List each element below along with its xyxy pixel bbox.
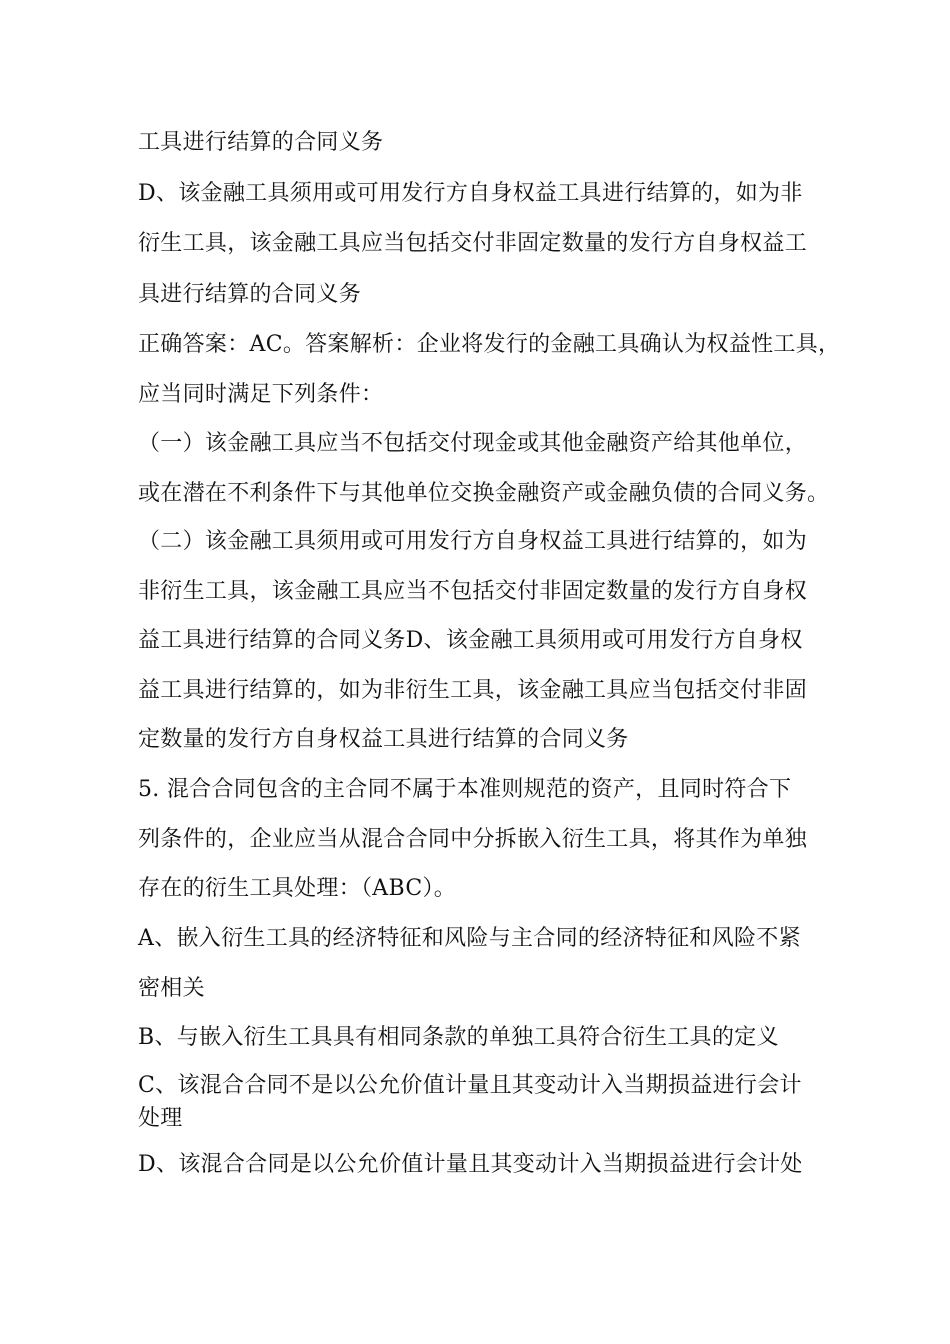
- option-c-line: C、该混合合同不是以公允价值计量且其变动计入当期损益进行会计: [138, 1073, 802, 1098]
- text-line: 处理: [138, 1106, 183, 1131]
- text-line: 密相关: [138, 976, 205, 1001]
- question-5-line: 5. 混合合同包含的主合同不属于本准则规范的资产，且同时符合下: [138, 777, 792, 802]
- option-d-line: D、该混合合同是以公允价值计量且其变动计入当期损益进行会计处: [138, 1152, 803, 1177]
- text-line: 具进行结算的合同义务: [138, 282, 362, 307]
- text-line: 存在的衍生工具处理：（ABC）。: [138, 876, 457, 901]
- text-line: 应当同时满足下列条件：: [138, 382, 384, 407]
- option-a-line: A、嵌入衍生工具的经济特征和风险与主合同的经济特征和风险不紧: [138, 926, 801, 951]
- condition-two-line: （二）该金融工具须用或可用发行方自身权益工具进行结算的，如为: [138, 529, 808, 554]
- text-line: 益工具进行结算的合同义务D、该金融工具须用或可用发行方自身权: [138, 628, 803, 653]
- option-b-line: B、与嵌入衍生工具具有相同条款的单独工具符合衍生工具的定义: [138, 1025, 779, 1050]
- text-line: 益工具进行结算的，如为非衍生工具，该金融工具应当包括交付非固: [138, 678, 808, 703]
- text-line: 或在潜在不利条件下与其他单位交换金融资产或金融负债的合同义务。: [138, 481, 830, 506]
- option-d-line: D、该金融工具须用或可用发行方自身权益工具进行结算的，如为非: [138, 181, 803, 206]
- text-line: 衍生工具，该金融工具应当包括交付非固定数量的发行方自身权益工: [138, 231, 808, 256]
- text-line: 非衍生工具，该金融工具应当不包括交付非固定数量的发行方自身权: [138, 579, 808, 604]
- text-line: 定数量的发行方自身权益工具进行结算的合同义务: [138, 727, 629, 752]
- text-line: 列条件的，企业应当从混合合同中分拆嵌入衍生工具，将其作为单独: [138, 827, 808, 852]
- condition-one-line: （一）该金融工具应当不包括交付现金或其他金融资产给其他单位，: [138, 431, 808, 456]
- text-line: 工具进行结算的合同义务: [138, 130, 384, 155]
- answer-line: 正确答案：AC。答案解析：企业将发行的金融工具确认为权益性工具，: [138, 332, 841, 357]
